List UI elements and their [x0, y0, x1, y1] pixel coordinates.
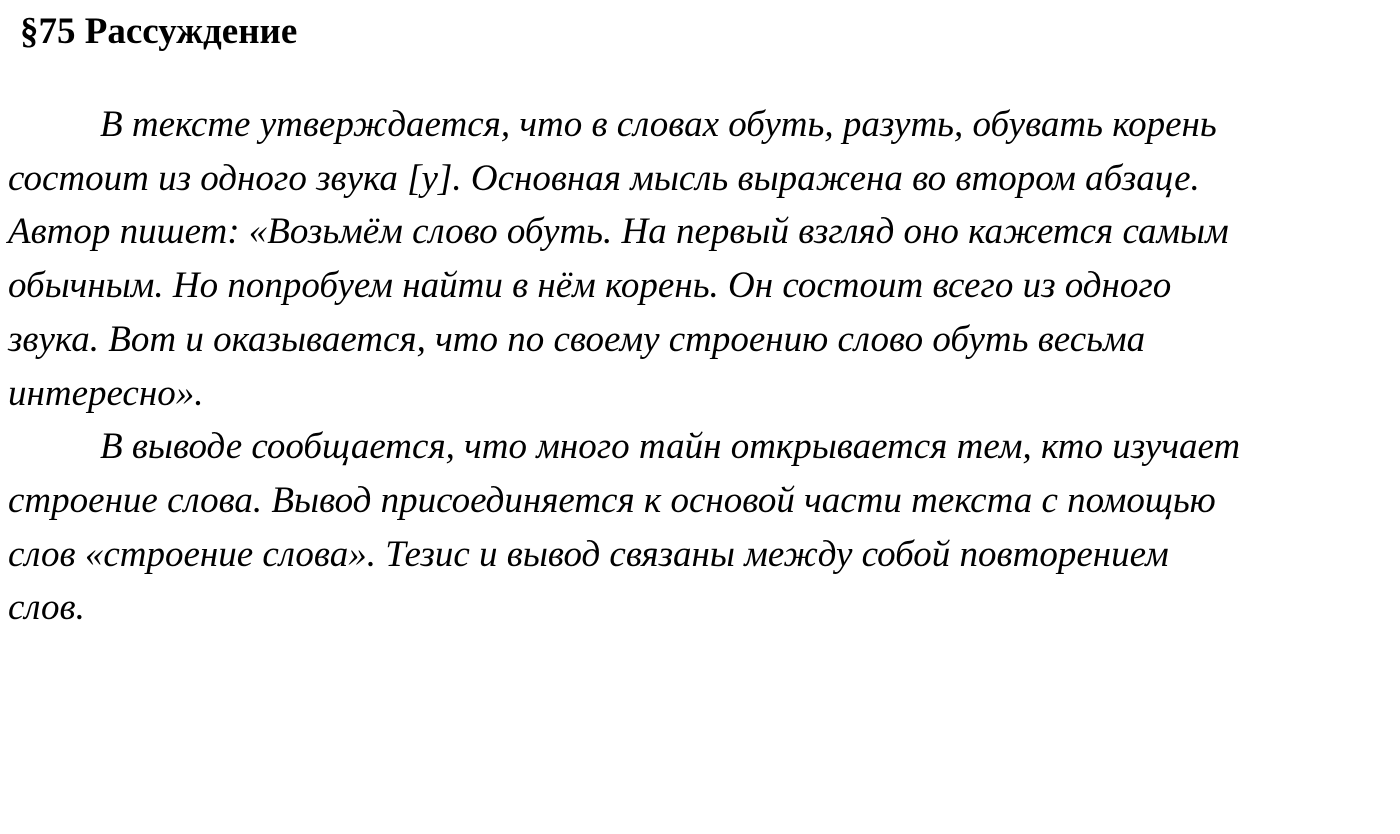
text-line: звука. Вот и оказывается, что по своему строению слово обуть весьма	[8, 318, 1146, 360]
text-line: В тексте утверждается, что в словах обуть, разуть, обувать корень	[100, 104, 1217, 145]
paragraph-2	[8, 420, 1392, 635]
document-body	[8, 98, 1392, 635]
text-line: строение слова. Вывод присоединяется к основой части текста с помощью	[8, 479, 1216, 521]
paragraph-1	[8, 98, 1392, 420]
text-line: слов.	[8, 587, 85, 629]
text-line: слов «строение слова». Тезис и вывод связаны между собой повторением	[8, 533, 1169, 575]
text-line: обычным. Но попробуем найти в нём корень. Он состоит всего из одного	[8, 265, 1172, 307]
text-line: интересно».	[8, 372, 204, 414]
text-line: В выводе сообщается, что много тайн открывается тем, кто изучает	[100, 426, 1241, 468]
section-title: §75 Рассуждение	[20, 11, 298, 52]
text-line: Автор пишет: «Возьмём слово обуть. На первый взгляд оно кажется самым	[8, 211, 1229, 253]
text-line: состоит из одного звука [у]. Основная мысль выражена во втором абзаце.	[8, 157, 1200, 199]
